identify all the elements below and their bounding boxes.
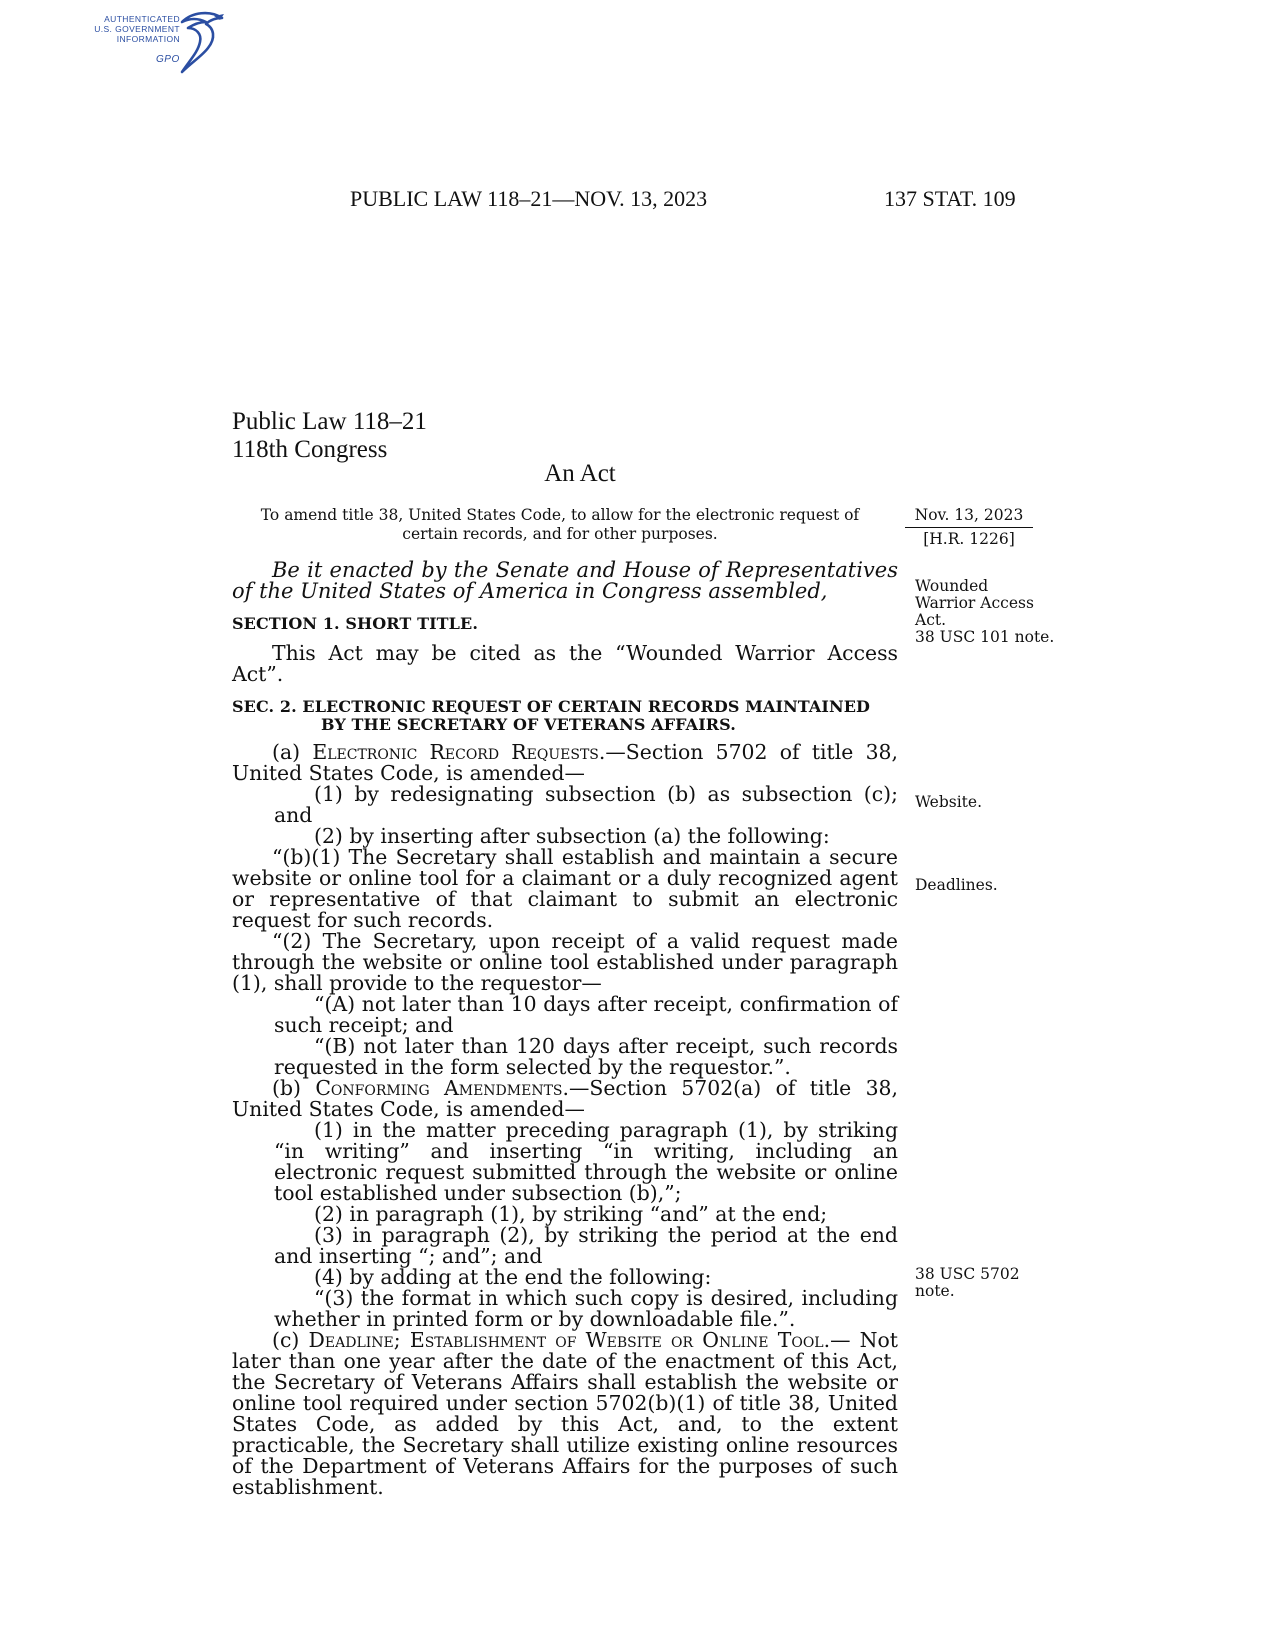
subsection-b-lead: (b) (272, 1076, 316, 1100)
subsection-c-lead: (c) (272, 1328, 309, 1352)
margin-note-line: Warrior Access (915, 594, 1034, 612)
subsection-c-caption: Deadline; Establishment of Website or Online Tool. (308, 1328, 831, 1352)
quoted-b1: “(b)(1) The Secretary shall establish and maintain a secure website or online tool for a claimant or a duly recognized agent or representative of that claimant to submit an electronic request for such records. (232, 845, 898, 932)
margin-note-short-title (915, 578, 1055, 646)
act-purpose (260, 506, 860, 544)
paragraph-a1: (1) by redesignating subsection (b) as subsection (c); and (274, 782, 898, 827)
section-2-heading-line: SEC. 2. ELECTRONIC REQUEST OF CERTAIN RECORDS MAINTAINED (232, 697, 871, 716)
act-body (232, 560, 898, 1498)
subsection-b (232, 1078, 898, 1120)
margin-note-deadlines: Deadlines. (915, 876, 998, 894)
margin-note-line: note. (915, 1282, 955, 1300)
paragraph-b1: (1) in the matter preceding paragraph (1), by striking “in writing” and inserting “in writing, including an electronic request submitted through the website or online tool established under subsection (b),”; (274, 1118, 898, 1205)
subsection-b-text: —Section 5702(a) of title 38, United States Code, is amended— (232, 1076, 899, 1121)
quoted-bA: “(A) not later than 10 days after receipt, confirmation of such receipt; and (274, 992, 898, 1037)
section-2-heading-line: BY THE SECRETARY OF VETERANS AFFAIRS. (321, 715, 736, 734)
subsection-c-text: — Not later than one year after the date of the enactment of this Act, the Secretary of Veterans Affairs shall establish the website or online tool required under section 5702(b)(1) of title 38, United States Code, as added by this Act, and, to the extent practicable, the Secretary shall utilize existing online resources of the Department of Veterans Affairs for the purposes of such establishment. (232, 1328, 898, 1499)
gpo-authenticated-seal (88, 8, 238, 78)
seal-gpo-mark: GPO (156, 54, 180, 65)
subsection-a-text: —Section 5702 of title 38, United States Code, is amended— (232, 740, 898, 785)
paragraph-b2: (2) in paragraph (1), by striking “and” at the end; (314, 1202, 828, 1226)
act-heading: An Act (544, 460, 616, 487)
eagle-icon (176, 10, 232, 76)
margin-note-line: 38 USC 5702 (915, 1265, 1020, 1283)
bill-number: [H.R. 1226] (923, 530, 1015, 548)
quoted-paragraph-3: “(3) the format in which such copy is desired, including whether in printed form or by downloadable file.”. (274, 1286, 898, 1331)
section-1-text: This Act may be cited as the “Wounded Warrior Access Act”. (232, 641, 898, 686)
purpose-line: To amend title 38, United States Code, to allow for the electronic request of (260, 506, 860, 524)
margin-note-usc-5702 (915, 1266, 1055, 1300)
subsection-c (232, 1330, 898, 1498)
paragraph-b4: (4) by adding at the end the following: (314, 1265, 712, 1289)
subsection-b-caption: Conforming Amendments. (315, 1076, 569, 1100)
seal-text-line: AUTHENTICATED (104, 14, 180, 24)
side-divider (905, 527, 1033, 528)
quoted-bB: “(B) not later than 120 days after receipt, such records requested in the form selected by the requestor.”. (274, 1034, 898, 1079)
section-2-heading (232, 698, 898, 734)
paragraph-b3: (3) in paragraph (2), by striking the period at the end and inserting “; and”; and (274, 1223, 898, 1268)
enactment-date: Nov. 13, 2023 (914, 506, 1024, 524)
purpose-line: certain records, and for other purposes. (402, 525, 718, 543)
subsection-a (232, 742, 898, 784)
subsection-a-lead: (a) (272, 740, 313, 764)
law-number: Public Law 118–21 (232, 408, 427, 435)
congress-number: 118th Congress (232, 436, 388, 463)
section-1-heading: SECTION 1. SHORT TITLE. (232, 614, 478, 633)
quoted-b2: “(2) The Secretary, upon receipt of a valid request made through the website or online tool established under paragraph (1), shall provide to the requestor— (232, 929, 898, 995)
running-header: PUBLIC LAW 118–21—NOV. 13, 2023 (350, 186, 708, 211)
seal-text-line: INFORMATION (116, 34, 180, 44)
margin-note-line: Act. (915, 611, 947, 629)
statute-page-number: 137 STAT. 109 (884, 186, 1016, 211)
margin-note-website: Website. (915, 793, 983, 811)
paragraph-a2: (2) by inserting after subsection (a) the following: (314, 824, 830, 848)
margin-note-line: Wounded (915, 577, 989, 595)
seal-text-line: U.S. GOVERNMENT (94, 24, 180, 34)
enacting-clause: Be it enacted by the Senate and House of Representatives of the United States of America in Congress assembled, (232, 558, 898, 603)
subsection-a-caption: Electronic Record Requests. (312, 740, 606, 764)
margin-note-line: 38 USC 101 note. (915, 628, 1055, 646)
